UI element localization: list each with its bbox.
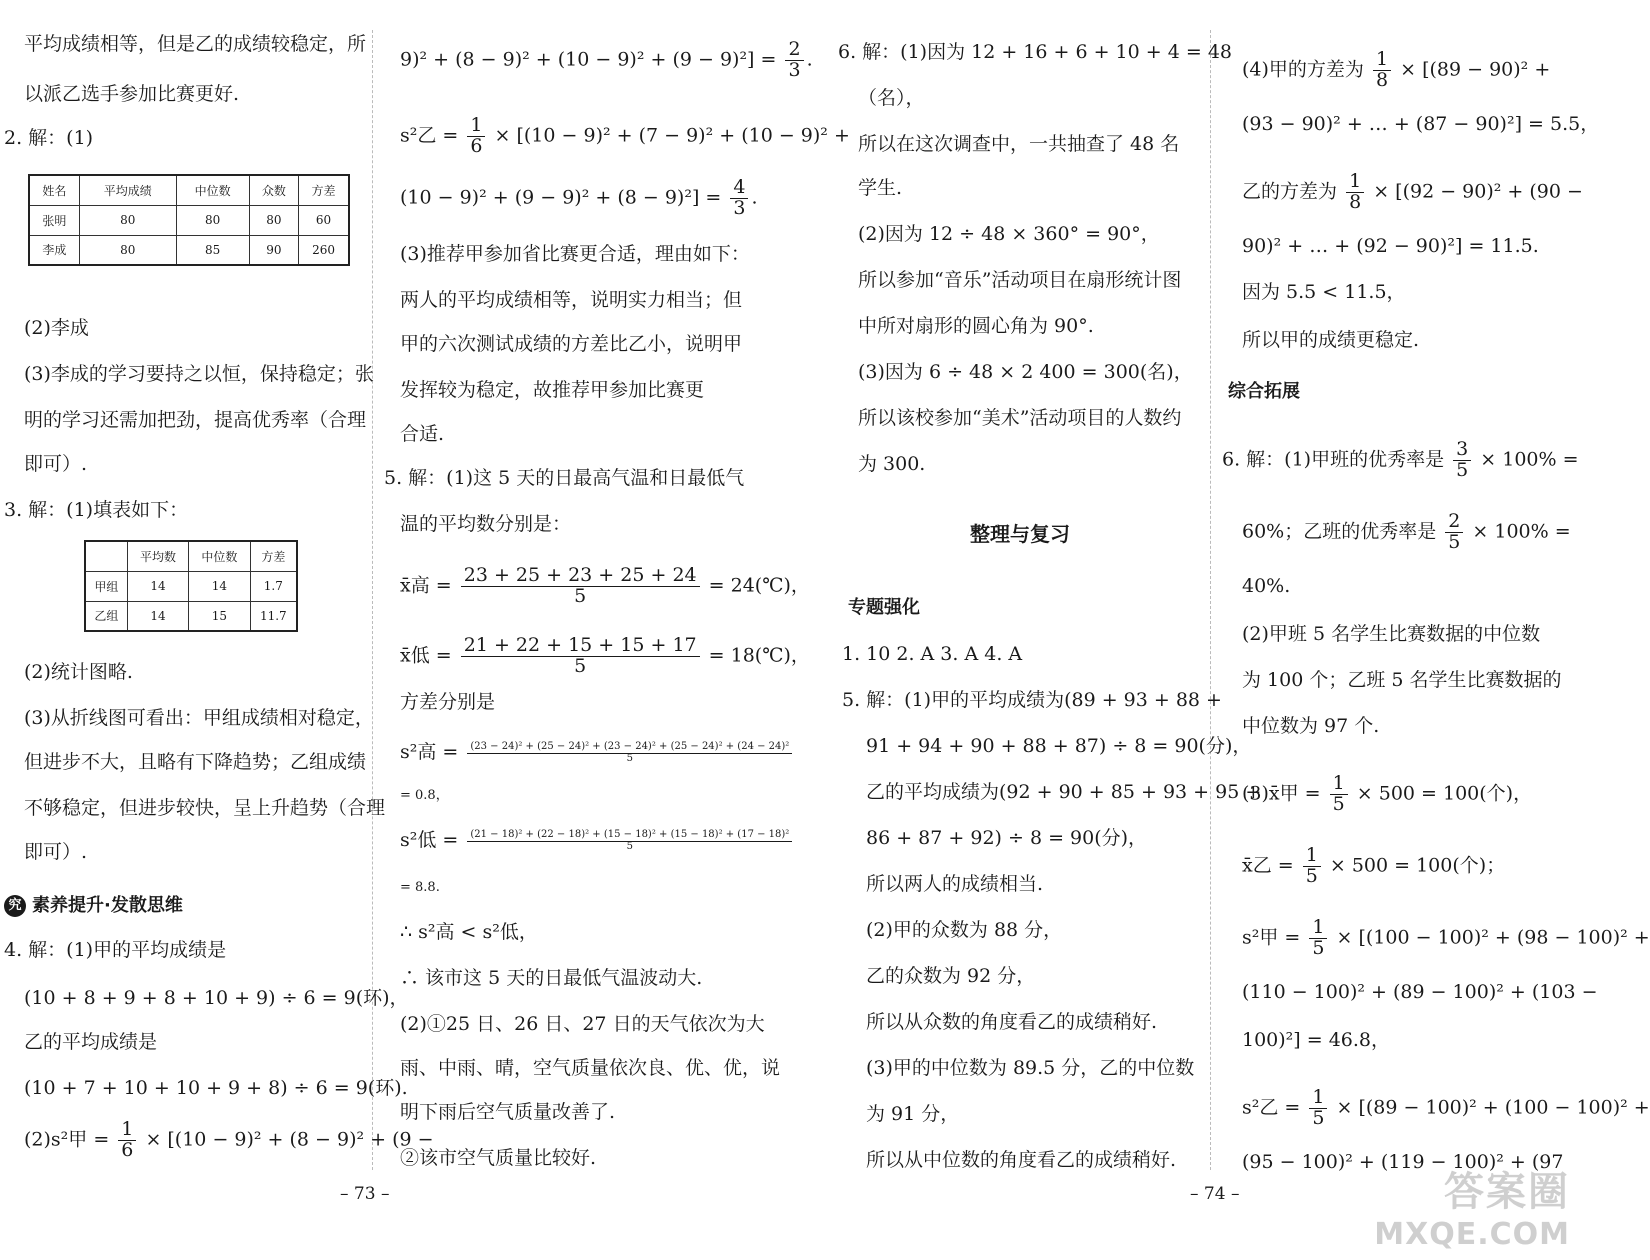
denominator: 6 bbox=[470, 134, 483, 157]
formula-text: = 24(℃)， bbox=[708, 574, 810, 597]
formula-line bbox=[400, 828, 795, 852]
text-line: 温的平均数分别是： bbox=[400, 513, 572, 535]
text-line: 因为 5.5 < 11.5， bbox=[1242, 281, 1406, 303]
formula-line bbox=[400, 636, 810, 677]
text-line: 所以甲的成绩更稳定. bbox=[1242, 329, 1420, 351]
formula-text: × [(89 − 90)² + bbox=[1400, 58, 1551, 81]
table-cell: 乙组 bbox=[85, 601, 127, 631]
formula-text: (95 − 100)² + (119 − 100)² + (97 bbox=[1242, 1151, 1564, 1173]
formula-line bbox=[1242, 846, 1505, 887]
column-divider bbox=[1210, 30, 1211, 1170]
table-cell: 11.7 bbox=[250, 601, 297, 631]
denominator: 5 bbox=[1448, 530, 1461, 553]
question-5: 5. 解：(1)这 5 天的日最高气温和日最低气 bbox=[384, 467, 745, 489]
score-table-1 bbox=[28, 174, 350, 266]
table-cell: 80 bbox=[176, 205, 249, 235]
section-badge: 究 bbox=[4, 895, 26, 917]
formula-text: = 8.8. bbox=[400, 880, 440, 895]
table-cell: 85 bbox=[176, 235, 249, 265]
formula-label: s²乙 = bbox=[400, 124, 459, 147]
denominator: 5 bbox=[626, 752, 634, 764]
section-title: 素养提升·发散思维 bbox=[32, 895, 183, 916]
text-line: 以派乙选手参加比赛更好. bbox=[24, 83, 240, 105]
formula-line bbox=[24, 1120, 434, 1161]
text-line: 所以从中位数的角度看乙的成绩稍好. bbox=[866, 1149, 1177, 1171]
fraction bbox=[1303, 846, 1321, 887]
watermark-logo-text: 答案圈 bbox=[1444, 1169, 1570, 1215]
text-line: 乙的众数为 92 分， bbox=[866, 965, 1036, 987]
text-line: (3)从折线图可看出：甲组成绩相对稳定， bbox=[24, 707, 374, 729]
formula-text: (4)甲的方差为 bbox=[1242, 58, 1364, 81]
formula-text: 6. 解：(1)甲班的优秀率是 bbox=[1222, 448, 1445, 471]
text-line: 平均成绩相等，但是乙的成绩较稳定，所 bbox=[24, 33, 367, 55]
text-line: 发挥较为稳定，故推荐甲参加比赛更 bbox=[400, 379, 705, 401]
formula-line: 9)² + (8 − 9)² + (10 − 9)² + (9 − 9)²] = $\frac{2}{3}$ . bbox=[400, 38, 813, 81]
table-cell: 甲组 bbox=[85, 571, 127, 601]
denominator: 8 bbox=[1349, 190, 1362, 213]
formula-line bbox=[1242, 918, 1650, 959]
text-line: 中位数为 97 个. bbox=[1242, 715, 1380, 737]
table-cell: 260 bbox=[299, 235, 349, 265]
question-3: 3. 解：(1)填表如下： bbox=[4, 499, 189, 521]
formula-text: 90)² + … + (92 − 90)²] = 11.5. bbox=[1242, 235, 1539, 257]
numerator: 1 bbox=[1309, 918, 1327, 939]
fraction bbox=[1309, 1088, 1327, 1129]
text-line: 为 300. bbox=[858, 453, 926, 475]
formula-text: × 100% = bbox=[1480, 448, 1579, 471]
text-line: 明下雨后空气质量改善了. bbox=[400, 1101, 616, 1123]
numerator: 1 bbox=[467, 116, 485, 137]
text-line: 所以在这次调查中，一共抽查了 48 名 bbox=[858, 133, 1180, 155]
formula-line bbox=[400, 566, 810, 607]
formula-label: (2)s²甲 = bbox=[24, 1128, 110, 1151]
numerator: 1 bbox=[1309, 1088, 1327, 1109]
formula-text: × [(10 − 9)² + (8 − 9)² + (9 − bbox=[145, 1128, 434, 1151]
numerator: 1 bbox=[1373, 50, 1391, 71]
numerator: (21 − 18)² + (22 − 18)² + (15 − 18)² + (15 − 18)² + (17 − 18)² bbox=[467, 830, 792, 842]
numerator: 23 + 25 + 23 + 25 + 24 bbox=[461, 566, 700, 587]
numerator: 1 bbox=[1346, 172, 1364, 193]
table-cell: 80 bbox=[249, 205, 298, 235]
formula-line bbox=[1242, 172, 1583, 213]
page-number: – 74 – bbox=[1190, 1184, 1240, 1204]
text-line: 为 100 个；乙班 5 名学生比赛数据的 bbox=[1242, 669, 1562, 691]
fraction bbox=[1346, 172, 1364, 213]
text-line: （名）， bbox=[858, 87, 925, 109]
formula-line bbox=[1242, 774, 1532, 815]
text-line: 甲的六次测试成绩的方差比乙小，说明甲 bbox=[400, 333, 743, 355]
watermark-url: MXQE.COM bbox=[1374, 1217, 1570, 1252]
formula-label: x̄高 = bbox=[400, 574, 452, 597]
formula-text: × 100% = bbox=[1472, 520, 1571, 543]
table-header: 众数 bbox=[249, 175, 298, 205]
text-line: (3)因为 6 ÷ 48 × 2 400 = 300(名)， bbox=[858, 361, 1193, 383]
numerator: (23 − 24)² + (25 − 24)² + (23 − 24)² + (25 − 24)² + (24 − 24)² bbox=[467, 742, 792, 754]
text-line: 所以从众数的角度看乙的成绩稍好. bbox=[866, 1011, 1158, 1033]
formula-line bbox=[400, 740, 795, 764]
table-cell: 张明 bbox=[29, 205, 79, 235]
table-cell: 90 bbox=[249, 235, 298, 265]
formula-label: s²低 = bbox=[400, 829, 459, 851]
text-line: 方差分别是 bbox=[400, 691, 496, 713]
formula-line bbox=[1242, 1088, 1650, 1129]
formula-text: (93 − 90)² + … + (87 − 90)²] = 5.5， bbox=[1242, 113, 1600, 135]
formula-text: 9)² + (8 − 9)² + (10 − 9)² + (9 − 9)²] = bbox=[400, 48, 777, 71]
formula-line bbox=[1242, 512, 1571, 553]
table-row bbox=[85, 601, 297, 631]
table-row bbox=[29, 235, 349, 265]
text-line: 所以两人的成绩相当. bbox=[866, 873, 1044, 895]
formula-text: 乙的方差为 bbox=[1242, 180, 1338, 203]
denominator: 5 bbox=[1305, 864, 1318, 887]
question-2: 2. 解：(1) bbox=[4, 127, 94, 149]
formula-line bbox=[1242, 50, 1550, 91]
table-cell: 14 bbox=[189, 571, 250, 601]
text-line: 中所对扇形的圆心角为 90°. bbox=[858, 315, 1094, 337]
denominator: 6 bbox=[121, 1138, 134, 1161]
page-number: – 73 – bbox=[340, 1184, 390, 1204]
table-row bbox=[29, 205, 349, 235]
denominator: 5 bbox=[626, 840, 634, 852]
text-line: 91 + 94 + 90 + 88 + 87) ÷ 8 = 90(分)， bbox=[866, 735, 1252, 757]
text-line: 40%. bbox=[1242, 575, 1291, 597]
text-line: (2)甲班 5 名学生比赛数据的中位数 bbox=[1242, 623, 1541, 645]
fraction bbox=[467, 742, 792, 764]
text-line: 雨、中雨、晴，空气质量依次良、优、优，说 bbox=[400, 1057, 781, 1079]
denominator: 3 bbox=[733, 196, 746, 219]
denominator: 3 bbox=[788, 58, 801, 81]
numerator: 3 bbox=[1453, 440, 1471, 461]
numerator: 21 + 22 + 15 + 15 + 17 bbox=[461, 636, 700, 657]
text-line: (2)甲的众数为 88 分， bbox=[866, 919, 1063, 941]
table-header: 平均成绩 bbox=[79, 175, 176, 205]
text-line: 乙的平均成绩是 bbox=[24, 1031, 158, 1053]
text-line: 明的学习还需加把劲，提高优秀率（合理 bbox=[24, 409, 367, 431]
table-cell: 80 bbox=[79, 235, 176, 265]
text-line: (2)①25 日、26 日、27 日的天气依次为大 bbox=[400, 1013, 765, 1035]
text-line: (10 + 8 + 9 + 8 + 10 + 9) ÷ 6 = 9(环)， bbox=[24, 987, 409, 1009]
formula-text: × [(89 − 100)² + (100 − 100)² + bbox=[1336, 1096, 1650, 1119]
fraction bbox=[467, 116, 485, 157]
table-cell: 60 bbox=[299, 205, 349, 235]
section-title: 整理与复习 bbox=[970, 522, 1070, 546]
fraction bbox=[1445, 512, 1463, 553]
score-table-2 bbox=[84, 540, 298, 632]
text-line: 所以参加“音乐”活动项目在扇形统计图 bbox=[858, 269, 1182, 291]
numerator: 1 bbox=[1330, 774, 1348, 795]
text-line: 不够稳定，但进步较快，呈上升趋势（合理 bbox=[24, 797, 386, 819]
numerator: 4 bbox=[730, 178, 748, 199]
text-line: 即可）. bbox=[24, 841, 88, 863]
fraction bbox=[461, 566, 700, 607]
fraction bbox=[467, 830, 792, 852]
denominator: 5 bbox=[574, 654, 587, 677]
text-line: 所以该校参加“美术”活动项目的人数约 bbox=[858, 407, 1182, 429]
numerator: 1 bbox=[1303, 846, 1321, 867]
question-6: 6. 解：(1)因为 12 + 16 + 6 + 10 + 4 = 48 bbox=[838, 41, 1232, 63]
table-cell: 14 bbox=[127, 571, 188, 601]
table-cell: 80 bbox=[79, 205, 176, 235]
text-line: 86 + 87 + 92) ÷ 8 = 90(分)， bbox=[866, 827, 1148, 849]
fraction bbox=[461, 636, 700, 677]
subsection-title: 综合拓展 bbox=[1228, 381, 1300, 402]
denominator: 8 bbox=[1375, 68, 1389, 91]
table-cell: 15 bbox=[189, 601, 250, 631]
text-line: ∴ s²高 < s²低， bbox=[400, 921, 538, 943]
text-line: (3)推荐甲参加省比赛更合适，理由如下： bbox=[400, 243, 750, 265]
fraction bbox=[1309, 918, 1327, 959]
denominator: 5 bbox=[1312, 1106, 1325, 1129]
table-row bbox=[85, 571, 297, 601]
formula-text: × 500 = 100(个)， bbox=[1356, 782, 1533, 805]
fraction bbox=[730, 178, 748, 219]
formula-text: (10 − 9)² + (9 − 9)² + (8 − 9)²] = bbox=[400, 186, 722, 209]
denominator: 5 bbox=[1456, 458, 1469, 481]
text-line: (2)因为 12 ÷ 48 × 360° = 90°， bbox=[858, 223, 1160, 245]
table-cell: 李成 bbox=[29, 235, 79, 265]
formula-label: (3)x̄甲 = bbox=[1242, 782, 1321, 805]
text-line: ②该市空气质量比较好. bbox=[400, 1147, 597, 1169]
text-line: (2)李成 bbox=[24, 317, 89, 339]
text-line: (3)甲的中位数为 89.5 分，乙的中位数 bbox=[866, 1057, 1195, 1079]
fraction bbox=[1373, 50, 1391, 91]
text-line: 即可）. bbox=[24, 453, 88, 475]
section-heading bbox=[4, 894, 183, 918]
formula-text: (110 − 100)² + (89 − 100)² + (103 − bbox=[1242, 981, 1598, 1003]
formula-text: = 18(℃)， bbox=[708, 644, 810, 667]
formula-line: (10 − 9)² + (9 − 9)² + (8 − 9)²] = $\frac{4}{3}$ . bbox=[400, 176, 758, 219]
text-line: 两人的平均成绩相等，说明实力相当；但 bbox=[400, 289, 743, 311]
table-header: 平均数 bbox=[127, 541, 188, 571]
formula-label: x̄乙 = bbox=[1242, 854, 1294, 877]
table-header: 姓名 bbox=[29, 175, 79, 205]
table-header: 中位数 bbox=[176, 175, 249, 205]
formula-text: 100)²] = 46.8， bbox=[1242, 1029, 1391, 1051]
answer-key: 1. 10 2. A 3. A 4. A bbox=[842, 643, 1023, 665]
fraction bbox=[118, 1120, 136, 1161]
denominator: 5 bbox=[574, 584, 587, 607]
formula-line bbox=[400, 116, 850, 157]
table-header: 方差 bbox=[250, 541, 297, 571]
formula-text: × [(92 − 90)² + (90 − bbox=[1373, 180, 1583, 203]
formula-label: s²高 = bbox=[400, 741, 459, 763]
fraction bbox=[1453, 440, 1471, 481]
table-cell: 14 bbox=[127, 601, 188, 631]
formula-text: × [(100 − 100)² + (98 − 100)² + bbox=[1336, 926, 1650, 949]
fraction bbox=[785, 40, 803, 81]
text-line: 为 91 分， bbox=[866, 1103, 960, 1125]
text-line: 乙的平均成绩为(92 + 90 + 85 + 93 + 95 + bbox=[866, 781, 1262, 803]
formula-text: 60%；乙班的优秀率是 bbox=[1242, 520, 1437, 543]
table-header bbox=[85, 541, 127, 571]
subsection-title: 专题强化 bbox=[848, 597, 920, 618]
numerator: 1 bbox=[118, 1120, 136, 1141]
formula-label: s²甲 = bbox=[1242, 926, 1301, 949]
question-5: 5. 解：(1)甲的平均成绩为(89 + 93 + 88 + bbox=[842, 689, 1222, 711]
formula-label: s²乙 = bbox=[1242, 1096, 1301, 1119]
denominator: 5 bbox=[1332, 792, 1345, 815]
denominator: 5 bbox=[1312, 936, 1325, 959]
text-line: ∴ 该市这 5 天的日最低气温波动大. bbox=[400, 967, 703, 989]
text-line: (3)李成的学习要持之以恒，保持稳定；张 bbox=[24, 363, 374, 385]
numerator: 2 bbox=[785, 40, 803, 61]
table-cell: 1.7 bbox=[250, 571, 297, 601]
watermark bbox=[1374, 1160, 1570, 1252]
question-4: 4. 解：(1)甲的平均成绩是 bbox=[4, 939, 227, 961]
formula-text: = 0.8， bbox=[400, 788, 449, 803]
text-line: (10 + 7 + 10 + 10 + 9 + 8) ÷ 6 = 9(环). bbox=[24, 1077, 408, 1099]
formula-text: × 500 = 100(个)； bbox=[1329, 854, 1506, 877]
text-line: (2)统计图略. bbox=[24, 661, 133, 683]
table-header: 中位数 bbox=[189, 541, 250, 571]
numerator: 2 bbox=[1445, 512, 1463, 533]
text-line: 合适. bbox=[400, 423, 445, 445]
table-header: 方差 bbox=[299, 175, 349, 205]
fraction bbox=[1330, 774, 1348, 815]
question-6 bbox=[1222, 440, 1579, 481]
formula-text: × [(10 − 9)² + (7 − 9)² + (10 − 9)² + bbox=[494, 124, 850, 147]
text-line: 但进步不大，且略有下降趋势；乙组成绩 bbox=[24, 751, 367, 773]
text-line: 学生. bbox=[858, 177, 903, 199]
formula-label: x̄低 = bbox=[400, 644, 452, 667]
